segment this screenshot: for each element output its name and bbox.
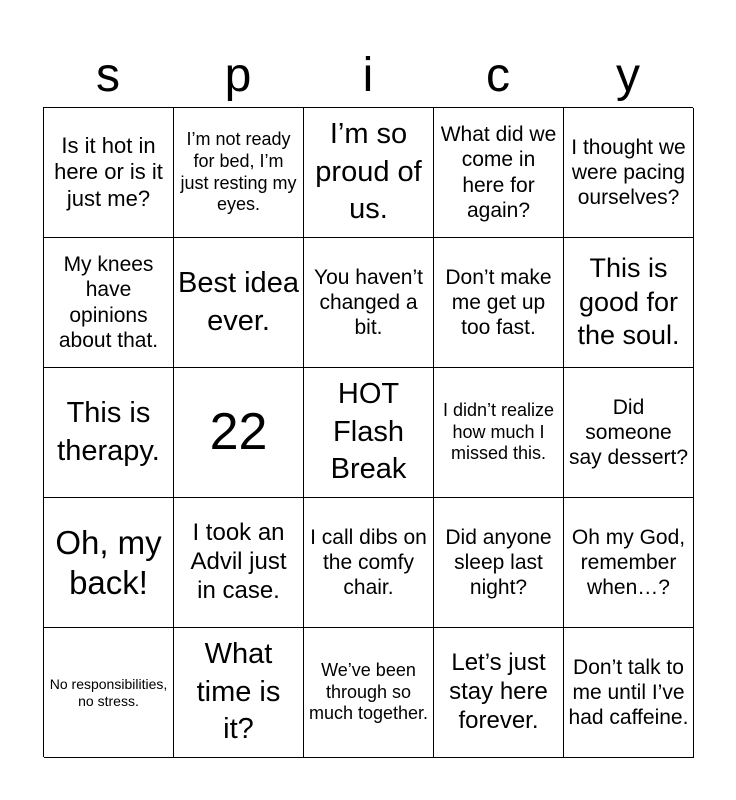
bingo-cell-r3-c1[interactable]: This is therapy. xyxy=(44,368,174,498)
header-letter-c: c xyxy=(486,49,510,102)
bingo-cell-r1-c3[interactable]: I’m so proud of us. xyxy=(304,108,434,238)
bingo-cell-r3-c5[interactable]: Did someone say dessert? xyxy=(564,368,694,498)
bingo-cell-r4-c4[interactable]: Did anyone sleep last night? xyxy=(434,498,564,628)
bingo-cell-r2-c4[interactable]: Don’t make me get up too fast. xyxy=(434,238,564,368)
bingo-header xyxy=(43,48,693,104)
bingo-cell-r4-c3[interactable]: I call dibs on the comfy chair. xyxy=(304,498,434,628)
bingo-cell-r3-c4[interactable]: I didn’t realize how much I missed this. xyxy=(434,368,564,498)
bingo-cell-r1-c4[interactable]: What did we come in here for again? xyxy=(434,108,564,238)
bingo-cell-r2-c3[interactable]: You haven’t changed a bit. xyxy=(304,238,434,368)
bingo-cell-r5-c1[interactable]: No responsibilities, no stress. xyxy=(44,628,174,758)
bingo-cell-r2-c5[interactable]: This is good for the soul. xyxy=(564,238,694,368)
bingo-cell-r4-c1[interactable]: Oh, my back! xyxy=(44,498,174,628)
bingo-cell-free-space[interactable]: 22 xyxy=(174,368,304,498)
bingo-cell-r1-c1[interactable]: Is it hot in here or is it just me? xyxy=(44,108,174,238)
bingo-cell-r4-c2[interactable]: I took an Advil just in case. xyxy=(174,498,304,628)
bingo-cell-r1-c5[interactable]: I thought we were pacing ourselves? xyxy=(564,108,694,238)
bingo-cell-r5-c3[interactable]: We’ve been through so much together. xyxy=(304,628,434,758)
bingo-cell-r4-c5[interactable]: Oh my God, remember when…? xyxy=(564,498,694,628)
bingo-cell-r5-c2[interactable]: What time is it? xyxy=(174,628,304,758)
header-letter-y: y xyxy=(616,49,640,102)
bingo-cell-r5-c4[interactable]: Let’s just stay here forever. xyxy=(434,628,564,758)
bingo-board xyxy=(43,107,693,757)
header-letter-s: s xyxy=(96,49,120,102)
bingo-cell-r2-c1[interactable]: My knees have opinions about that. xyxy=(44,238,174,368)
header-letter-p: p xyxy=(224,49,252,102)
bingo-cell-r3-c3[interactable]: HOT Flash Break xyxy=(304,368,434,498)
header-letter-i: i xyxy=(362,49,374,102)
bingo-cell-r2-c2[interactable]: Best idea ever. xyxy=(174,238,304,368)
bingo-cell-r1-c2[interactable]: I’m not ready for bed, I’m just resting my eyes. xyxy=(174,108,304,238)
bingo-cell-r5-c5[interactable]: Don’t talk to me until I’ve had caffeine. xyxy=(564,628,694,758)
